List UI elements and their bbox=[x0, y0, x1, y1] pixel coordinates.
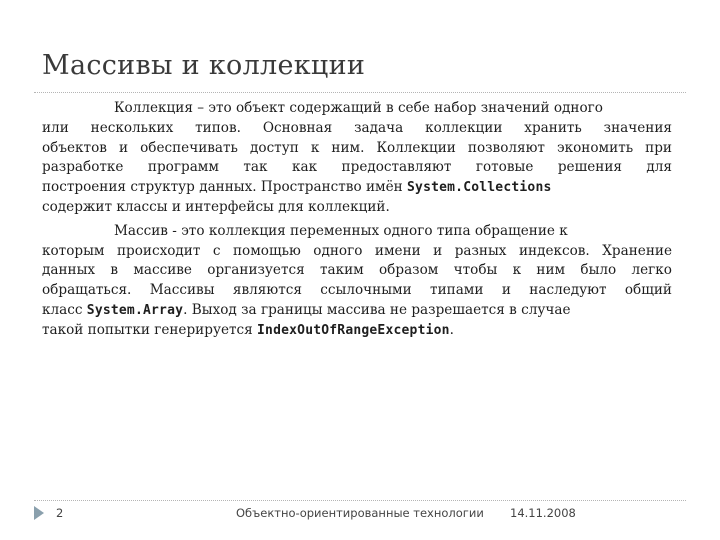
text-line-content: построения структур данных. Пространство имён bbox=[42, 179, 408, 196]
code-class: System.Array bbox=[86, 302, 184, 318]
text-line-content: которым происходит с помощью одного имени и разных индексов. Хранение bbox=[42, 242, 672, 259]
footer-title: Объектно-ориентированные технологии bbox=[236, 506, 484, 520]
text-line bbox=[42, 198, 672, 218]
text-line bbox=[42, 242, 672, 262]
text-line-content: разработке программ так как предоставляют готовые решения для bbox=[42, 159, 672, 176]
code-namespace: System.Collections bbox=[407, 180, 552, 196]
code-exception: IndexOutOfRangeException bbox=[257, 322, 450, 338]
text-line-content: такой попытки генерируется bbox=[42, 321, 258, 338]
paragraph-collections bbox=[42, 99, 672, 218]
text-line-content: . Выход за границы массива не разрешается в случае bbox=[183, 301, 571, 318]
text-line-content: обращаться. Массивы являются ссылочными типами и наследуют общий bbox=[42, 282, 672, 299]
text-line bbox=[42, 139, 672, 159]
text-line-content: класс bbox=[42, 301, 87, 318]
text-line-content: Коллекция – это объект содержащий в себе набор значений одного bbox=[114, 100, 603, 116]
text-line-content: данных в массиве организуется таким образом чтобы к ним было легко bbox=[42, 262, 672, 279]
text-line bbox=[42, 261, 672, 281]
text-line bbox=[42, 178, 672, 198]
arrow-right-icon bbox=[34, 506, 44, 520]
slide-body bbox=[42, 99, 672, 341]
footer-divider bbox=[34, 500, 686, 501]
text-line bbox=[42, 281, 672, 301]
text-line bbox=[42, 321, 672, 341]
title-divider bbox=[34, 92, 686, 93]
text-line-content: содержит классы и интерфейсы для коллекций. bbox=[42, 198, 390, 215]
footer-date: 14.11.2008 bbox=[510, 506, 576, 520]
paragraph-arrays bbox=[42, 222, 672, 341]
page-number: 2 bbox=[56, 506, 64, 520]
text-line bbox=[42, 99, 672, 119]
text-line-content: Массив - это коллекция переменных одного типа обращение к bbox=[114, 222, 568, 239]
text-line bbox=[42, 301, 672, 321]
text-line bbox=[42, 222, 672, 242]
text-line-content: . bbox=[449, 321, 454, 338]
text-line bbox=[42, 158, 672, 178]
slide-footer bbox=[0, 505, 720, 525]
text-line-content: или нескольких типов. Основная задача коллекции хранить значения bbox=[42, 119, 672, 136]
text-line-content: объектов и обеспечивать доступ к ним. Коллекции позволяют экономить при bbox=[42, 139, 672, 156]
slide-title: Массивы и коллекции bbox=[42, 50, 366, 81]
text-line bbox=[42, 119, 672, 139]
